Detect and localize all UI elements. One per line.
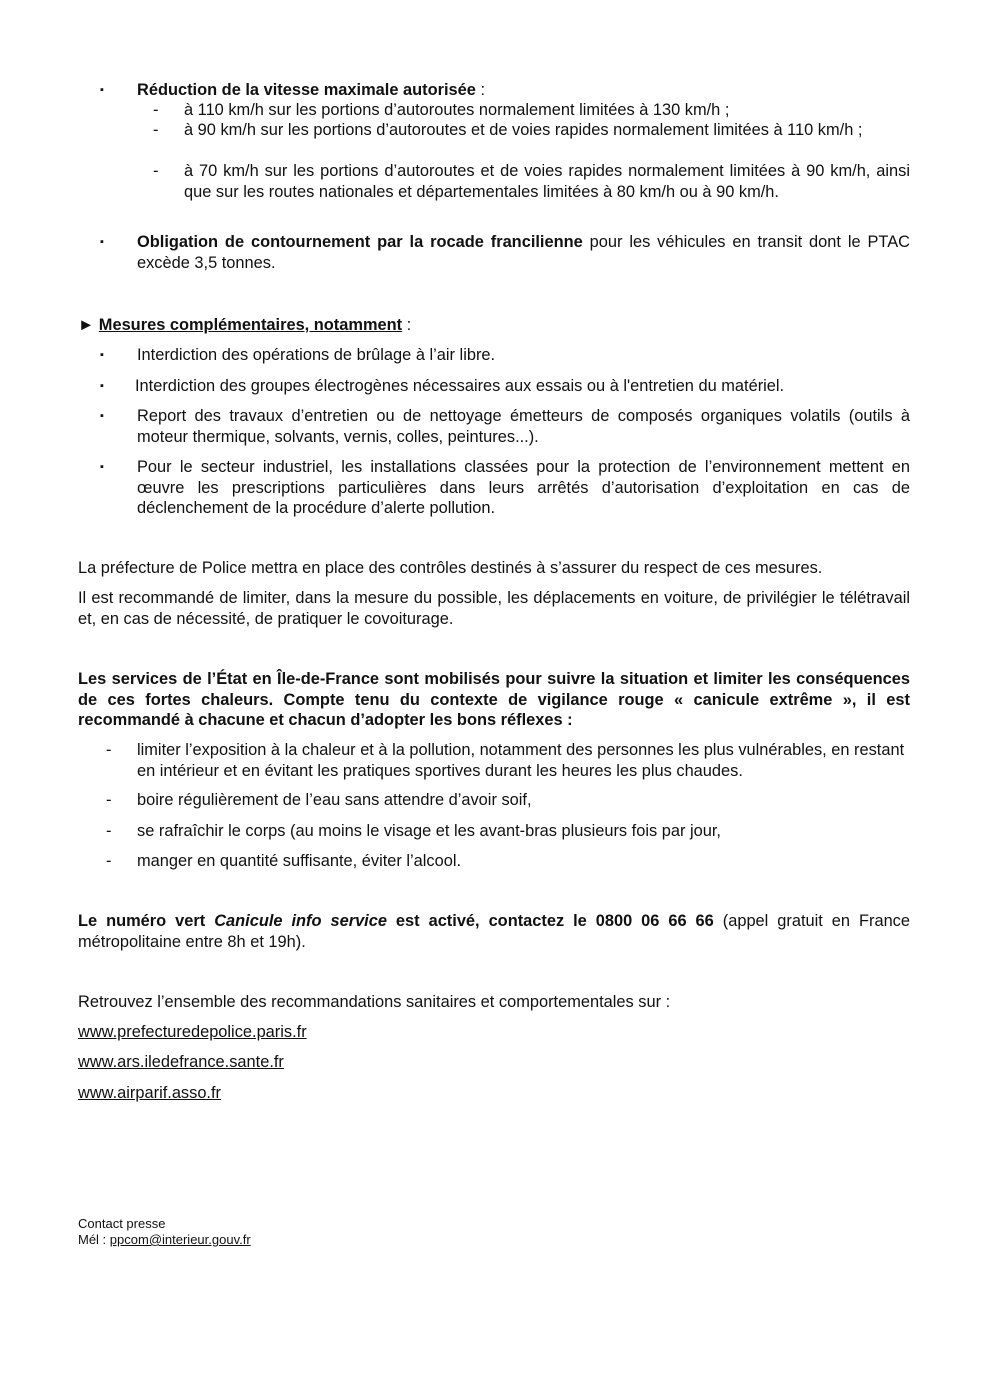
dash-bullet: -: [153, 162, 159, 180]
reflex-item: limiter l’exposition à la chaleur et à la pollution, notamment des personnes les plus vulnérables, en restant en intérieur et en évitant les pratiques sportives durant les heures les plus chaudes.: [137, 741, 905, 780]
hotline-paragraph: Le numéro vert Canicule info service est activé, contactez le 0800 06 66 66 (appel gratuit en France métropolitaine entre 8h et 19h).: [78, 912, 910, 951]
link-airparif-anchor[interactable]: www.airparif.asso.fr: [78, 1084, 222, 1102]
police-controls-paragraph: La préfecture de Police mettra en place des contrôles destinés à s’assurer du respect de ces mesures.: [78, 559, 823, 577]
contact-label: Contact presse: [78, 1216, 166, 1231]
square-bullet-icon: ▪: [100, 380, 104, 392]
dash-bullet: -: [106, 822, 112, 840]
speed-item-110: à 90 km/h sur les portions d’autoroutes et de voies rapides normalement limitées à 110 km/h ;: [184, 121, 863, 139]
dash-bullet: -: [106, 852, 112, 870]
reflex-item: boire régulièrement de l’eau sans attendre d’avoir soif,: [137, 791, 532, 809]
link-ars-anchor[interactable]: www.ars.iledefrance.sante.fr: [78, 1053, 284, 1071]
complementary-item: Interdiction des opérations de brûlage à l’air libre.: [137, 346, 496, 364]
dash-bullet: -: [106, 791, 112, 809]
complementary-item: Pour le secteur industriel, les installations classées pour la protection de l’environnement mettent en œuvre les prescriptions particulières dans leurs arrêtés d’autorisation d’exploitation en cas de déclenchement de la procédure d’alerte pollution.: [137, 458, 910, 517]
recommendation-paragraph: Il est recommandé de limiter, dans la mesure du possible, les déplacements en voiture, de privilégier le télétravail et, en cas de nécessité, de pratiquer le covoiturage.: [78, 589, 910, 628]
reflex-item: se rafraîchir le corps (au moins le visage et les avant-bras plusieurs fois par jour,: [137, 822, 721, 840]
dash-bullet: -: [153, 121, 159, 139]
speed-item-90: à 70 km/h sur les portions d’autoroutes et de voies rapides normalement limitées à 90 km/h, ainsi que sur les routes nationales et départementales limitées à 80 km/h ou à 90 km/h.: [184, 162, 910, 201]
complementary-item: Interdiction des groupes électrogènes nécessaires aux essais ou à l'entretien du matériel.: [135, 377, 785, 395]
link-prefecture: [78, 1022, 910, 1043]
link-airparif: [78, 1083, 910, 1104]
reflexes-intro: Les services de l’État en Île-de-France sont mobilisés pour suivre la situation et limiter les conséquences de ces fortes chaleurs. Compte tenu du contexte de vigilance rouge « canicule extrême », il est recommandé à chacune et chacun d’adopter les bons réflexes :: [78, 670, 910, 729]
reflex-item: manger en quantité suffisante, éviter l’alcool.: [137, 852, 462, 870]
complementary-item: Report des travaux d’entretien ou de nettoyage émetteurs de composés organiques volatils (outils à moteur thermique, solvants, vernis, colles, peintures...).: [137, 407, 910, 446]
speed-item-130: à 110 km/h sur les portions d’autoroutes normalement limitées à 130 km/h ;: [184, 101, 730, 119]
speed-reduction-heading: Réduction de la vitesse maximale autorisée :: [137, 81, 485, 99]
contact-email-link[interactable]: ppcom@interieur.gouv.fr: [109, 1232, 251, 1247]
contact-mail: Mél : ppcom@interieur.gouv.fr: [78, 1232, 251, 1247]
complementary-heading: ► Mesures complémentaires, notamment :: [78, 316, 412, 334]
square-bullet-icon: ▪: [100, 84, 104, 96]
bypass-obligation: Obligation de contournement par la rocade francilienne pour les véhicules en transit dont le PTAC excède 3,5 tonnes.: [137, 233, 910, 272]
square-bullet-icon: ▪: [100, 349, 104, 361]
dash-bullet: -: [153, 101, 159, 119]
dash-bullet: -: [106, 741, 112, 759]
arrow-icon: ►: [78, 316, 95, 334]
link-prefecture-anchor[interactable]: www.prefecturedepolice.paris.fr: [78, 1023, 307, 1041]
square-bullet-icon: ▪: [100, 410, 104, 422]
links-intro: Retrouvez l’ensemble des recommandations sanitaires et comportementales sur :: [78, 993, 671, 1011]
link-ars: [78, 1052, 910, 1073]
square-bullet-icon: ▪: [100, 236, 104, 248]
square-bullet-icon: ▪: [100, 461, 104, 473]
